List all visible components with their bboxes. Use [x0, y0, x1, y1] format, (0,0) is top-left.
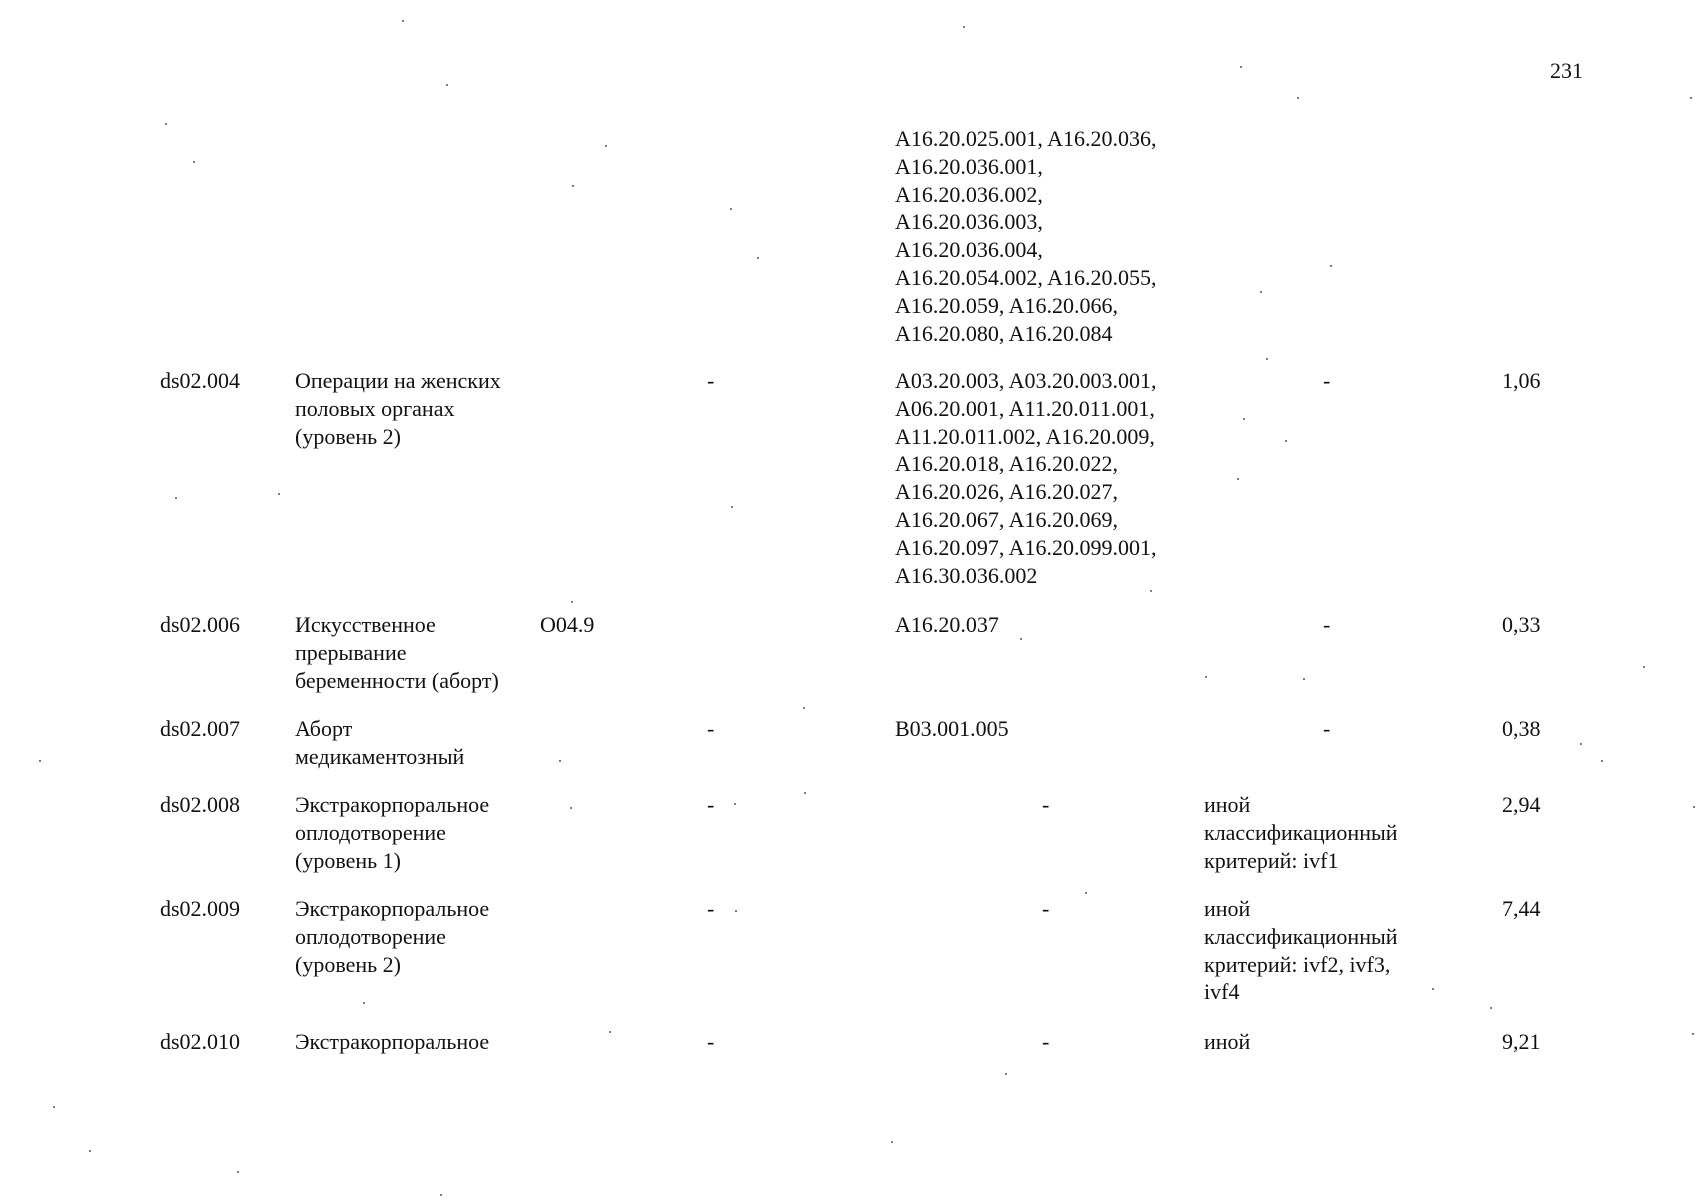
scan-speck [1297, 97, 1299, 99]
code-cell: ds02.006 [160, 612, 241, 637]
code-cell: ds02.009 [160, 896, 241, 921]
scan-speck [734, 803, 736, 805]
scan-speck [735, 910, 737, 912]
scan-speck [237, 1171, 239, 1173]
scan-speck [440, 1194, 442, 1196]
scan-speck [1285, 440, 1287, 442]
diagnosis-dash: - [707, 368, 715, 393]
coefficient-cell: 9,21 [1502, 1029, 1541, 1054]
scan-speck [193, 161, 195, 163]
name-cell: Операции на женских половых органах (уровень 2) [295, 368, 501, 449]
scan-speck [1205, 676, 1207, 678]
scan-speck [1580, 743, 1582, 745]
scan-speck [1266, 358, 1268, 360]
scan-speck [1085, 892, 1087, 894]
scan-speck [1690, 97, 1692, 99]
page-number: 231 [1550, 58, 1583, 83]
scan-speck [1432, 988, 1434, 990]
scan-speck [803, 707, 805, 709]
scan-speck [1005, 1073, 1007, 1075]
scan-speck [570, 807, 572, 809]
scan-speck [402, 20, 404, 22]
scan-speck [1020, 638, 1022, 640]
diagnosis-dash: - [707, 716, 715, 741]
scan-speck [53, 1106, 55, 1108]
scan-speck [1240, 66, 1242, 68]
scan-speck [175, 497, 177, 499]
scan-speck [446, 84, 448, 86]
coefficient-cell: 0,33 [1502, 612, 1541, 637]
other-cell: иной [1204, 1029, 1251, 1054]
coefficient-cell: 7,44 [1502, 896, 1541, 921]
scan-speck [891, 1141, 893, 1143]
code-cell: ds02.004 [160, 368, 241, 393]
scan-speck [963, 26, 965, 28]
other-cell: иной классификационный критерий: ivf1 [1204, 792, 1398, 873]
coefficient-cell: 0,38 [1502, 716, 1541, 741]
code-cell: ds02.008 [160, 792, 241, 817]
name-cell: Экстракорпоральное [295, 1029, 490, 1054]
scan-speck [39, 760, 41, 762]
services-cell: A16.20.037 [895, 612, 999, 637]
other-cell: иной классификационный критерий: ivf2, ivf3, ivf4 [1204, 896, 1398, 1005]
diagnosis-cell: O04.9 [540, 612, 595, 637]
services-cell: B03.001.005 [895, 716, 1009, 741]
scan-speck [89, 1150, 91, 1152]
scan-speck [571, 601, 573, 603]
diagnosis-dash: - [707, 1029, 715, 1054]
services-dash: - [1042, 1029, 1050, 1054]
scan-speck [730, 208, 732, 210]
scan-speck [1243, 418, 1245, 420]
scan-speck [1237, 478, 1239, 480]
name-cell: Экстракорпоральное оплодотворение (уровень 2) [295, 896, 490, 977]
scan-speck [804, 792, 806, 794]
other-cell: - [1323, 716, 1331, 741]
scan-speck [731, 506, 733, 508]
diagnosis-dash: - [707, 792, 715, 817]
name-cell: Искусственное прерывание беременности (аборт) [295, 612, 499, 693]
scan-speck [605, 145, 607, 147]
scan-speck [559, 760, 561, 762]
scan-speck [1260, 291, 1262, 293]
services-cell: A16.20.025.001, A16.20.036, A16.20.036.001, A16.20.036.002, A16.20.036.003, A16.20.036.004, A16.20.054.002, A16.20.055, A16.20.059, A16.20.066, A16.20.080, A16.20.084 [895, 126, 1157, 346]
scan-speck [1303, 678, 1305, 680]
services-cell: A03.20.003, A03.20.003.001, A06.20.001, A11.20.011.001, A11.20.011.002, A16.20.009, A16.20.018, A16.20.022, A16.20.026, A16.20.027, A16.20.067, A16.20.069, A16.20.097, A16.20.099.001, A16.30.036.002 [895, 368, 1157, 588]
scan-speck [572, 185, 574, 187]
scan-speck [1601, 760, 1603, 762]
coefficient-cell: 1,06 [1502, 368, 1541, 393]
name-cell: Экстракорпоральное оплодотворение (уровень 1) [295, 792, 490, 873]
services-dash: - [1042, 792, 1050, 817]
scan-speck [1490, 1007, 1492, 1009]
code-cell: ds02.010 [160, 1029, 241, 1054]
scan-speck [363, 1002, 365, 1004]
scan-speck [1693, 806, 1695, 808]
services-dash: - [1042, 896, 1050, 921]
code-cell: ds02.007 [160, 716, 241, 741]
scan-speck [609, 1031, 611, 1033]
name-cell: Аборт медикаментозный [295, 716, 465, 769]
scan-speck [165, 123, 167, 125]
scan-speck [757, 257, 759, 259]
diagnosis-dash: - [707, 896, 715, 921]
scan-speck [1150, 590, 1152, 592]
scan-speck [1330, 265, 1332, 267]
other-cell: - [1323, 612, 1331, 637]
scan-speck [278, 493, 280, 495]
coefficient-cell: 2,94 [1502, 792, 1541, 817]
scan-speck [1692, 1033, 1694, 1035]
other-cell: - [1323, 368, 1331, 393]
scan-speck [1643, 666, 1645, 668]
